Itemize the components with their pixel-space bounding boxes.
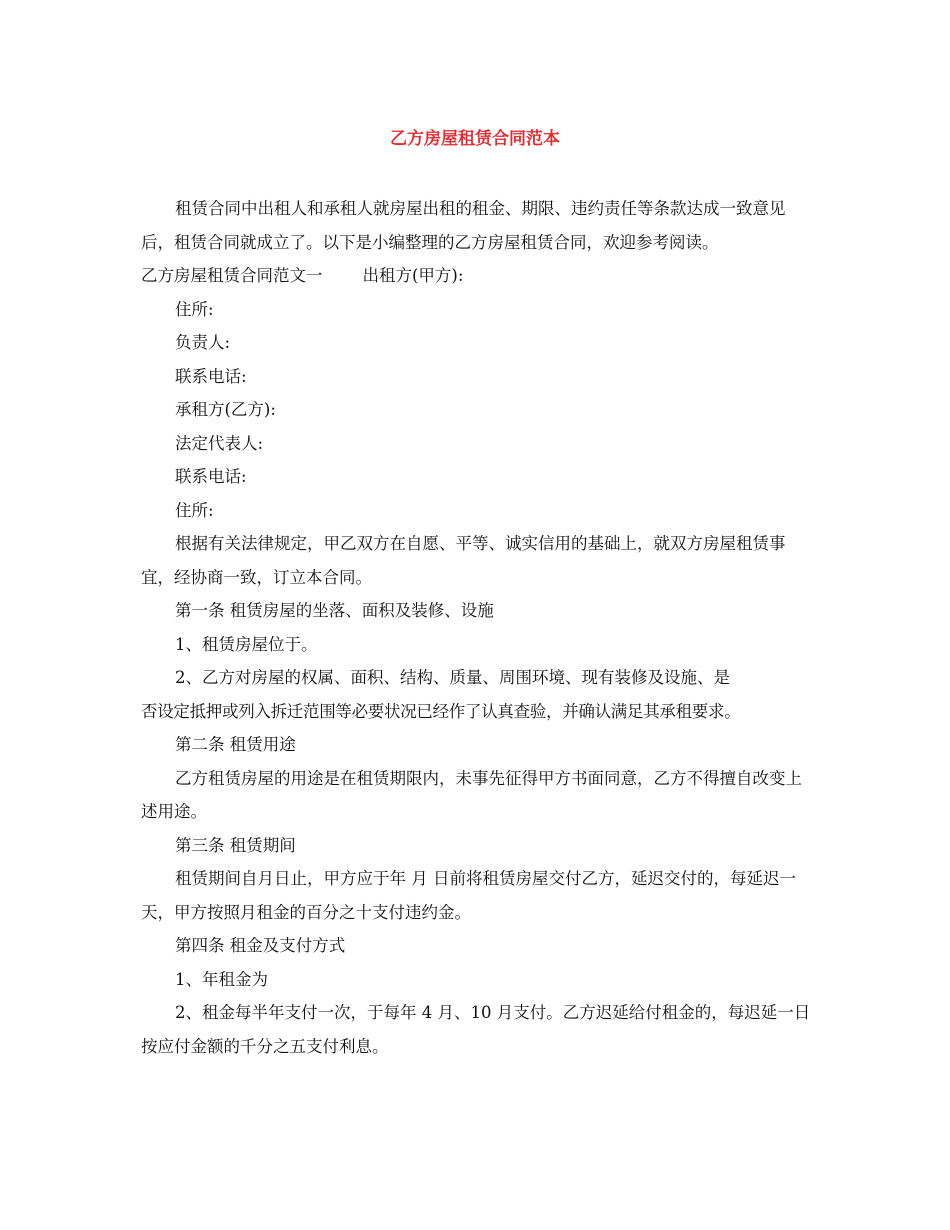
article-4-item-1: 1、年租金为 bbox=[175, 969, 268, 989]
field-address-lessee: 住所: bbox=[175, 500, 214, 520]
field-responsible-person: 负责人: bbox=[175, 333, 231, 352]
preamble-paragraph: 根据有关法律规定，甲乙双方在自愿、平等、诚实信用的基础上，就双方房屋租赁事宜，经协商一致，订立本合同。 bbox=[141, 534, 786, 587]
field-legal-representative: 法定代表人: bbox=[175, 433, 264, 453]
article-3-heading: 第三条 租赁期间 bbox=[175, 835, 296, 855]
article-2-text: 乙方租赁房屋的用途是在租赁期限内，未事先征得甲方书面同意，乙方不得擅自改变上述用途。 bbox=[141, 768, 802, 821]
section-heading: 乙方房屋租赁合同范文一 bbox=[141, 266, 323, 285]
article-1-item-1: 1、租赁房屋位于。 bbox=[175, 634, 318, 654]
article-4-heading: 第四条 租金及支付方式 bbox=[175, 936, 346, 955]
field-phone-lessor: 联系电话: bbox=[175, 366, 247, 386]
intro-paragraph: 租赁合同中出租人和承租人就房屋出租的租金、期限、违约责任等条款达成一致意见后，租赁合同就成立了。以下是小编整理的乙方房屋租赁合同，欢迎参考阅读。 bbox=[141, 199, 786, 252]
document-title: 乙方房屋租赁合同范本 bbox=[390, 129, 560, 149]
article-2-heading: 第二条 租赁用途 bbox=[175, 735, 296, 754]
lessor-label: 出租方(甲方): bbox=[362, 266, 464, 285]
section-heading-line bbox=[141, 259, 813, 293]
article-3-text: 租赁期间自月日止，甲方应于年 月 日前将租赁房屋交付乙方，延迟交付的，每延迟一天，甲方按照月租金的百分之十支付违约金。 bbox=[141, 869, 796, 922]
article-1-heading: 第一条 租赁房屋的坐落、面积及装修、设施 bbox=[175, 601, 494, 620]
article-4-item-2: 2、租金每半年支付一次，于每年 4 月、10 月支付。乙方迟延给付租金的，每迟延一日按应付金额的千分之五支付利息。 bbox=[141, 1003, 811, 1056]
article-1-item-2-line-1: 2、乙方对房屋的权属、面积、结构、质量、周围环境、现有装修及设施、是 bbox=[175, 668, 730, 687]
field-phone-lessee: 联系电话: bbox=[175, 467, 247, 486]
document-body bbox=[141, 192, 813, 1063]
field-address-lessor: 住所: bbox=[175, 299, 214, 319]
field-lessee: 承租方(乙方): bbox=[175, 400, 276, 419]
article-1-item-2-line-2: 否设定抵押或列入拆迁范围等必要状况已经作了认真查验，并确认满足其承租要求。 bbox=[141, 701, 741, 721]
